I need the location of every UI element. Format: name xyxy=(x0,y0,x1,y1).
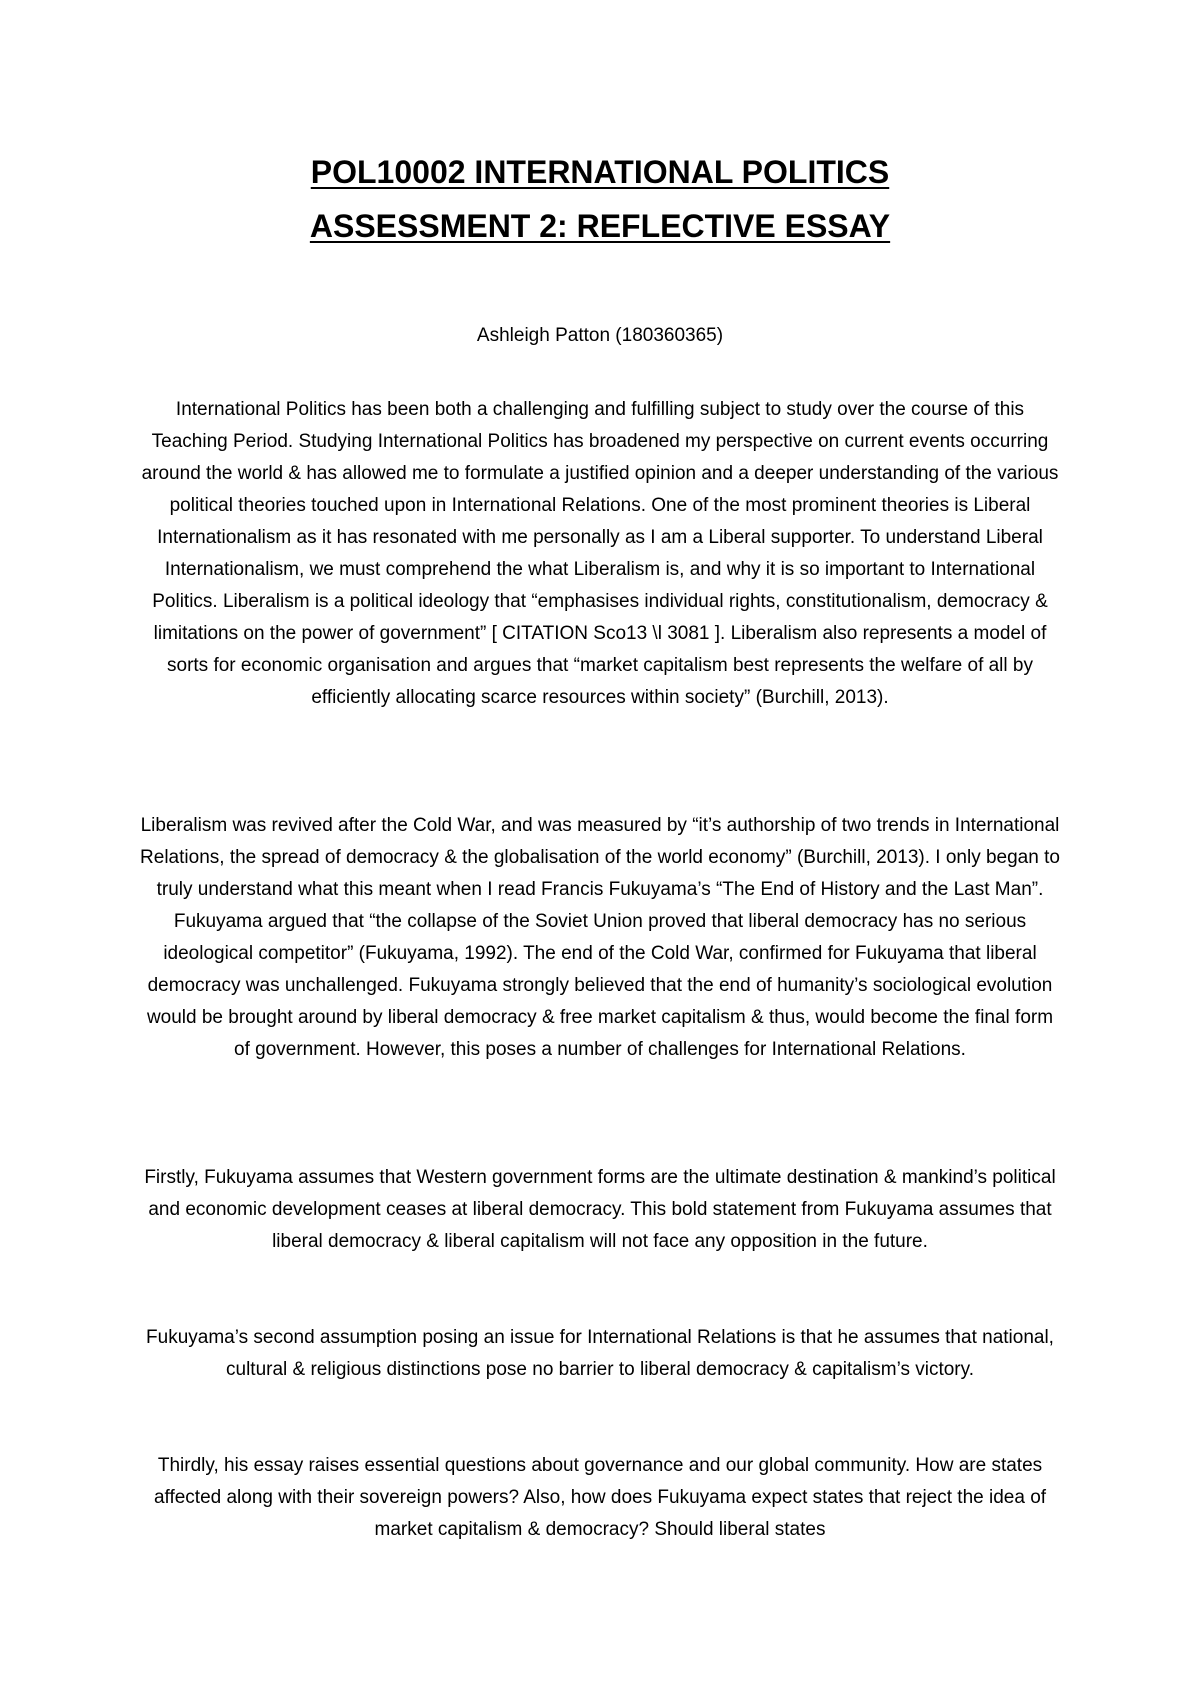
document-title-line-1: POL10002 INTERNATIONAL POLITICS xyxy=(310,154,890,190)
essay-paragraph-2: Liberalism was revived after the Cold War, and was measured by “it’s authorship of two trends in International Relations, the spread of democracy & the globalisation of the world economy” (Burchill, 2013). I only began to truly understand what this meant when I read Francis Fukuyama’s “The End of History and the Last Man”. Fukuyama argued that “the collapse of the Soviet Union proved that liberal democracy has no serious ideological competitor” (Fukuyama, 1992). The end of the Cold War, confirmed for Fukuyama that liberal democracy was unchallenged. Fukuyama strongly believed that the end of humanity’s sociological evolution would be brought around by liberal democracy & free market capitalism & thus, would become the final form of government. However, this poses a number of challenges for International Relations. xyxy=(140,815,1060,1060)
essay-paragraph-3: Firstly, Fukuyama assumes that Western government forms are the ultimate destination & mankind’s political and economic development ceases at liberal democracy. This bold statement from Fukuyama assumes that liberal democracy & liberal capitalism will not face any opposition in the future. xyxy=(144,1167,1056,1252)
author-line: Ashleigh Patton (180360365) xyxy=(476,325,724,346)
essay-paragraph-5: Thirdly, his essay raises essential questions about governance and our global community. How are states affected along with their sovereign powers? Also, how does Fukuyama expect states that reject the idea of market capitalism & democracy? Should liberal states xyxy=(153,1455,1047,1540)
document-title-line-2: ASSESSMENT 2: REFLECTIVE ESSAY xyxy=(309,208,891,244)
essay-paragraph-1: International Politics has been both a challenging and fulfilling subject to study over the course of this Teaching Period. Studying International Politics has broadened my perspective on current events occurring around the world & has allowed me to formulate a justified opinion and a deeper understanding of the various political theories touched upon in International Relations. One of the most prominent theories is Liberal Internationalism as it has resonated with me personally as I am a Liberal supporter. To understand Liberal Internationalism, we must comprehend the what Liberalism is, and why it is so important to International Politics. Liberalism is a political ideology that “emphasises individual rights, constitutionalism, democracy & limitations on the power of government” [ CITATION Sco13 \l 3081 ]. Liberalism also represents a model of sorts for economic organisation and argues that “market capitalism best represents the welfare of all by efficiently allocating scarce resources within society” (Burchill, 2013). xyxy=(141,399,1059,708)
essay-paragraph-4: Fukuyama’s second assumption posing an issue for International Relations is that he assumes that national, cultural & religious distinctions pose no barrier to liberal democracy & capitalism’s victory. xyxy=(146,1327,1054,1380)
